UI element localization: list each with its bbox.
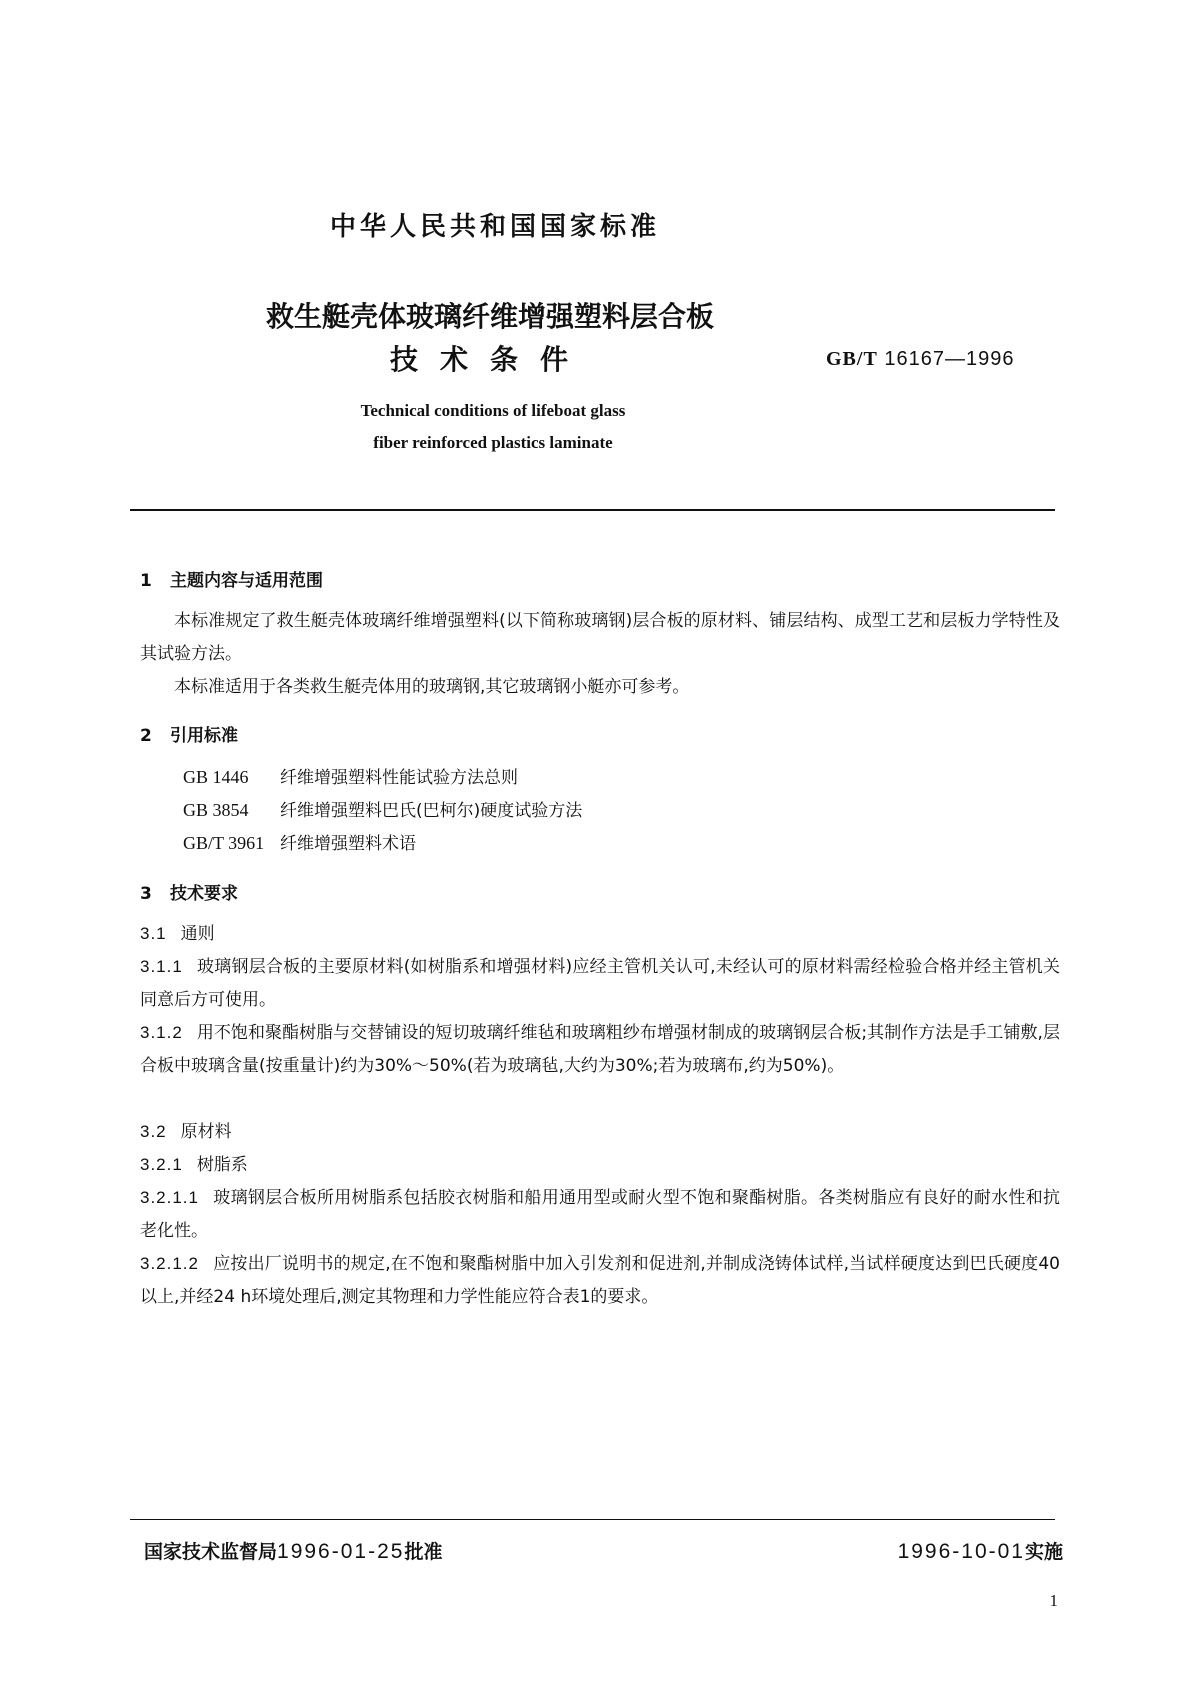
- reference-item: [183, 829, 416, 854]
- issuer: 国家技术监督局: [144, 1541, 278, 1563]
- clause-number: 3.2: [140, 1122, 167, 1141]
- reference-code: GB 3854: [183, 800, 249, 820]
- approve-label: 批准: [404, 1541, 443, 1563]
- reference-item: [183, 763, 518, 788]
- reference-name: 纤维增强塑料巴氏(巴柯尔)硬度试验方法: [280, 801, 583, 821]
- clause-number: 3.1.2: [140, 1023, 183, 1042]
- english-title-line1: Technical conditions of lifeboat glass: [360, 401, 626, 420]
- approve-date: 1996-01-25: [277, 1540, 405, 1563]
- effective-line: [898, 1537, 1063, 1564]
- clause-text: 应按出厂说明书的规定,在不饱和聚酯树脂中加入引发剂和促进剂,并制成浇铸体试样,当试样硬度达到巴氏硬度40以上,并经24 h环境处理后,测定其物理和力学性能应符合表1的要求。: [140, 1254, 1060, 1307]
- clause-3-1-1: [140, 950, 1060, 1017]
- section-title: 主题内容与适用范围: [170, 571, 323, 591]
- clause-3-2-1-2: [140, 1247, 1060, 1314]
- clause-3-1-2: [140, 1016, 1060, 1083]
- section-1-paragraph-2: 本标准适用于各类救生艇壳体用的玻璃钢,其它玻璃钢小艇亦可参考。: [174, 677, 690, 697]
- clause-3-2: [140, 1115, 1060, 1149]
- section-number: 3: [140, 884, 152, 904]
- clause-3-1: [140, 917, 1060, 951]
- clause-number: 3.1.1: [140, 957, 183, 976]
- header-divider: [130, 509, 1055, 511]
- clause-number: 3.2.1.2: [140, 1254, 199, 1273]
- reference-item: [183, 796, 582, 821]
- section-2-heading: [140, 721, 238, 746]
- approval-line: [144, 1537, 442, 1564]
- section-1-heading: [140, 566, 323, 591]
- document-title-line1: 救生艇壳体玻璃纤维增强塑料层合板: [265, 300, 714, 333]
- reference-name: 纤维增强塑料性能试验方法总则: [280, 768, 518, 788]
- reference-name: 纤维增强塑料术语: [280, 834, 416, 854]
- clause-3-2-1-1: [140, 1181, 1060, 1248]
- clause-text: 玻璃钢层合板的主要原材料(如树脂系和增强材料)应经主管机关认可,未经认可的原材料需经检验合格并经主管机关同意后方可使用。: [140, 957, 1060, 1010]
- clause-title: 树脂系: [196, 1155, 248, 1175]
- section-number: 1: [140, 571, 152, 591]
- reference-code: GB/T 3961: [183, 833, 265, 853]
- english-title-line2: fiber reinforced plastics laminate: [373, 433, 613, 452]
- section-3-heading: [140, 879, 238, 904]
- section-title: 技术要求: [170, 884, 238, 904]
- standard-prefix: GB/T: [826, 348, 878, 370]
- document-title-line2: 技术条件: [389, 343, 590, 376]
- clause-title: 通则: [180, 924, 215, 944]
- effective-label: 实施: [1024, 1541, 1063, 1563]
- clause-number: 3.1: [140, 924, 167, 943]
- clause-3-2-1: [140, 1148, 1060, 1182]
- section-title: 引用标准: [170, 726, 238, 746]
- clause-text: 玻璃钢层合板所用树脂系包括胶衣树脂和船用通用型或耐火型不饱和聚酯树脂。各类树脂应有良好的耐水性和抗老化性。: [140, 1188, 1060, 1241]
- standard-number: [826, 348, 1014, 371]
- clause-number: 3.2.1.1: [140, 1188, 199, 1207]
- clause-text: 用不饱和聚酯树脂与交替铺设的短切玻璃纤维毡和玻璃粗纱布增强材制成的玻璃钢层合板;其制作方法是手工铺敷,层合板中玻璃含量(按重量计)约为30%～50%(若为玻璃毡,大约为30%;若为玻璃布,约为50%)。: [140, 1023, 1060, 1076]
- page-number: 1: [1049, 1591, 1058, 1610]
- section-number: 2: [140, 726, 152, 746]
- clause-number: 3.2.1: [140, 1155, 183, 1174]
- clause-title: 原材料: [180, 1122, 232, 1142]
- section-1-paragraph-1: 本标准规定了救生艇壳体玻璃纤维增强塑料(以下简称玻璃钢)层合板的原材料、铺层结构、成型工艺和层板力学特性及其试验方法。: [140, 611, 1060, 664]
- reference-code: GB 1446: [183, 767, 249, 787]
- footer-divider: [130, 1519, 1055, 1520]
- standard-code: 16167—1996: [884, 348, 1015, 370]
- effective-date: 1996-10-01: [897, 1540, 1025, 1563]
- national-standard-heading: 中华人民共和国国家标准: [329, 212, 660, 242]
